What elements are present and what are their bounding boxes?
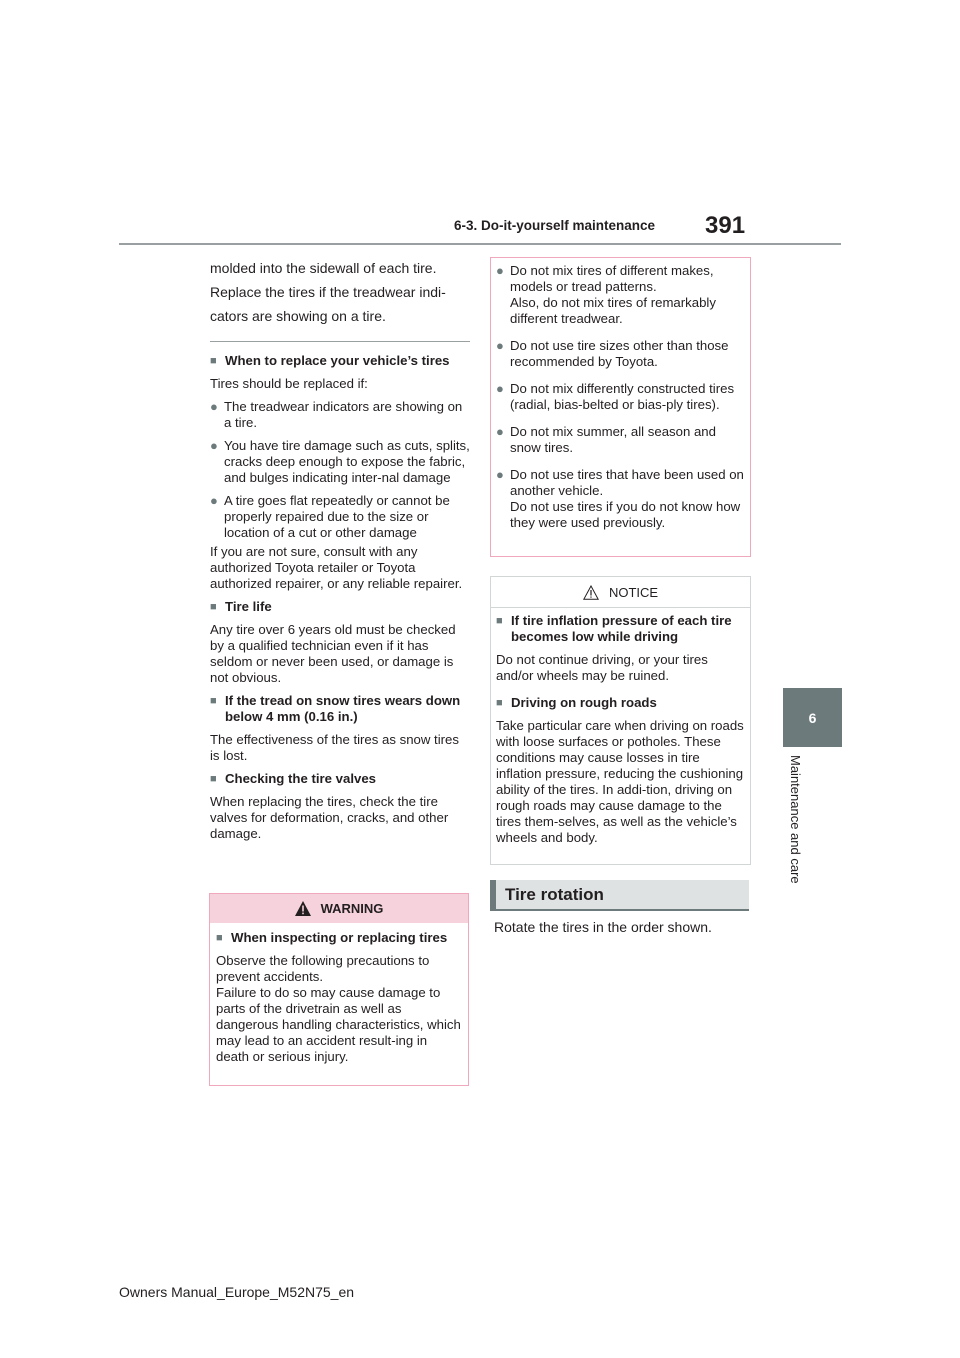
intro-line: Replace the tires if the treadwear indi-	[210, 284, 446, 300]
list-item: ● Do not use tire sizes other than those recommended by Toyota.	[496, 338, 729, 369]
chapter-label: Maintenance and care	[788, 755, 803, 884]
subheading: ■ When to replace your vehicle’s tires	[210, 353, 450, 368]
warning-triangle-icon	[295, 901, 311, 916]
square-bullet-icon: ■	[210, 355, 217, 367]
circle-bullet-icon: ●	[210, 438, 218, 453]
subheading: ■ If the tread on snow tires wears down below 4 mm (0.16 in.)	[210, 693, 461, 724]
square-bullet-icon: ■	[496, 697, 503, 709]
section-title: 6-3. Do-it-yourself maintenance	[454, 218, 656, 233]
notice-box	[490, 576, 751, 865]
list-item: ● You have tire damage such as cuts, splits, cracks deep enough to expose the fabric, and bulges indicating inter-nal damage	[210, 438, 470, 485]
square-bullet-icon: ■	[210, 695, 217, 707]
circle-bullet-icon: ●	[210, 493, 218, 508]
section-heading: Tire rotation	[490, 880, 749, 911]
chapter-number: 6	[808, 709, 817, 726]
caution-triangle-icon	[583, 585, 599, 600]
warning-box	[209, 893, 469, 1086]
subheading: ■ If tire inflation pressure of each tire becomes low while driving	[496, 613, 732, 644]
warning-label: WARNING	[320, 901, 384, 916]
circle-bullet-icon: ●	[496, 338, 504, 353]
list-item: ● The treadwear indicators are showing on a tire.	[210, 399, 463, 430]
paragraph: Take particular care when driving on roads with loose surfaces or potholes. These conditions may cause losses in tire inflation pressure, reducing the cushioning ability of the tires. In addi-tion, driving on rough roads may cause damage to the tires them-selves, as well as the vehicle’s wheels and body.	[496, 718, 744, 845]
intro-line: cators are showing on a tire.	[210, 308, 386, 324]
divider	[210, 341, 470, 342]
paragraph: Any tire over 6 years old must be checked by a qualified technician even if it has seldom or never been used, or damage is not obvious.	[210, 622, 456, 685]
subheading: ■ Checking the tire valves	[210, 771, 376, 786]
circle-bullet-icon: ●	[210, 399, 218, 414]
paragraph: If you are not sure, consult with any authorized Toyota retailer or Toyota authorized repairer, or any reliable repairer.	[210, 544, 463, 591]
intro-line: molded into the sidewall of each tire.	[210, 260, 437, 276]
circle-bullet-icon: ●	[496, 263, 504, 278]
notice-header	[491, 577, 750, 608]
paragraph: Tires should be replaced if:	[210, 376, 368, 391]
warning-box-continued	[490, 257, 751, 557]
paragraph: Rotate the tires in the order shown.	[494, 919, 712, 935]
paragraph: When replacing the tires, check the tire valves for deformation, cracks, and other damage.	[210, 794, 449, 841]
warning-header	[210, 894, 468, 923]
list-item: ● Do not use tires that have been used on another vehicle. Do not use tires if you do not know how they were used previously.	[496, 467, 744, 530]
square-bullet-icon: ■	[210, 773, 217, 785]
footer-text: Owners Manual_Europe_M52N75_en	[119, 1284, 355, 1300]
circle-bullet-icon: ●	[496, 467, 504, 482]
left-column	[210, 258, 470, 849]
list-item: ● A tire goes flat repeatedly or cannot be properly repaired due to the size or location of a cut or other damage	[210, 493, 450, 540]
paragraph: Do not continue driving, or your tires and/or wheels may be ruined.	[496, 652, 708, 683]
square-bullet-icon: ■	[216, 932, 223, 944]
chapter-tab	[783, 688, 842, 747]
circle-bullet-icon: ●	[496, 381, 504, 396]
circle-bullet-icon: ●	[496, 424, 504, 439]
list-item: ● Do not mix differently constructed tires (radial, bias-belted or bias-ply tires).	[496, 381, 735, 412]
notice-label: NOTICE	[608, 584, 659, 600]
square-bullet-icon: ■	[496, 615, 503, 627]
page-number: 391	[705, 212, 746, 239]
subheading: ■ Driving on rough roads	[496, 695, 657, 710]
paragraph: The effectiveness of the tires as snow tires is lost.	[210, 732, 459, 763]
paragraph: Observe the following precautions to prevent accidents. Failure to do so may cause damage to parts of the drivetrain as well as dangerous handling characteristics, which may lead to an accident result-ing in death or serious injury.	[216, 953, 461, 1064]
subheading: ■ Tire life	[210, 599, 272, 614]
list-item: ● Do not mix summer, all season and snow tires.	[496, 424, 716, 455]
header-rule	[119, 243, 841, 245]
list-item: ● Do not mix tires of different makes, models or tread patterns. Also, do not mix tires of remarkably different treadwear.	[496, 263, 716, 326]
subheading: ■ When inspecting or replacing tires	[216, 930, 448, 945]
square-bullet-icon: ■	[210, 601, 217, 613]
